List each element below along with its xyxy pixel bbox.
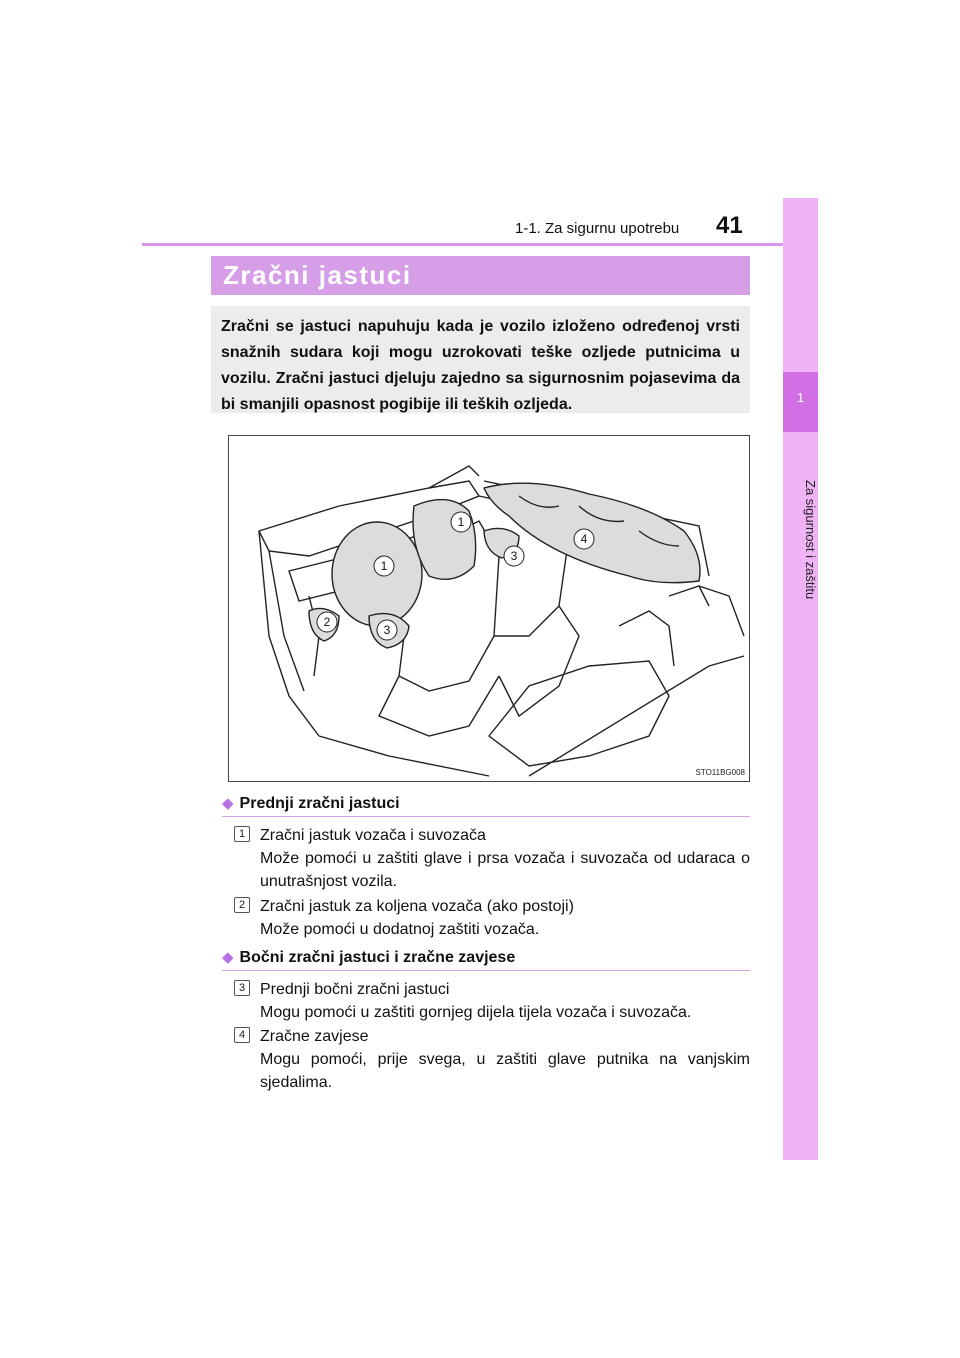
item-desc: Može pomoći u zaštiti glave i prsa vozača i suvozača od udaraca o unutrašnjost vozila. — [260, 850, 750, 890]
callout-4 — [574, 529, 594, 549]
intro-box: Zračni se jastuci napuhuju kada je vozilo izloženo određenoj vrsti snažnih sudara koji mogu uzrokovati teške ozljede putnicima u vozilu. Zračni jastuci djeluju zajedno sa sigurnosnim pojasevima da bi smanjili opasnost pogibije ili teških ozljeda. — [211, 306, 750, 413]
page-number: 41 — [716, 212, 743, 239]
airbag-illustration — [228, 435, 750, 782]
callout-1-upper — [451, 512, 471, 532]
callout-3-left — [377, 620, 397, 640]
callout-3-right — [504, 546, 524, 566]
svg-text:1: 1 — [380, 559, 388, 573]
section-heading-front-airbags: ◆ Prednji zračni jastuci — [222, 795, 400, 812]
callout-2 — [317, 612, 337, 632]
running-header-section: 1-1. Za sigurnu upotrebu — [515, 220, 680, 237]
svg-text:3: 3 — [510, 549, 518, 563]
item-desc: Mogu pomoći u zaštiti gornjeg dijela tijela vozača i suvozača. — [260, 1004, 692, 1021]
chapter-side-tab — [783, 198, 818, 1160]
list-item-2 — [234, 895, 750, 941]
car-interior-drawing — [229, 436, 749, 781]
item-title: Prednji bočni zračni jastuci — [260, 981, 450, 998]
callout-1-lower — [374, 556, 394, 576]
page-title: Zračni jastuci — [211, 256, 750, 295]
section-rule — [222, 970, 750, 971]
svg-text:3: 3 — [383, 623, 391, 637]
item-number-badge: 2 — [234, 897, 250, 913]
list-item-1 — [234, 824, 750, 893]
diamond-bullet-icon: ◆ — [222, 795, 234, 812]
section-heading-side-airbags: ◆ Bočni zračni jastuci i zračne zavjese — [222, 949, 516, 966]
item-desc: Može pomoći u dodatnoj zaštiti vozača. — [260, 921, 540, 938]
svg-text:4: 4 — [580, 532, 588, 546]
item-number-badge: 4 — [234, 1027, 250, 1043]
item-number-badge: 1 — [234, 826, 250, 842]
chapter-number: 1 — [796, 390, 805, 405]
svg-text:2: 2 — [323, 615, 331, 629]
section-rule — [222, 816, 750, 817]
item-title: Zračni jastuk vozača i suvozača — [260, 827, 486, 844]
list-item-4 — [234, 1025, 750, 1094]
svg-text:1: 1 — [457, 515, 465, 529]
list-item-3 — [234, 978, 750, 1024]
item-title: Zračne zavjese — [260, 1028, 369, 1045]
chapter-label: Za sigurnost i zaštitu — [803, 480, 818, 600]
diamond-bullet-icon: ◆ — [222, 949, 234, 966]
item-number-badge: 3 — [234, 980, 250, 996]
item-title: Zračni jastuk za koljena vozača (ako postoji) — [260, 898, 574, 915]
figure-code: STO11BG008 — [695, 768, 745, 777]
header-rule — [142, 243, 818, 246]
item-desc: Mogu pomoći, prije svega, u zaštiti glave putnika na vanjskim sjedalima. — [260, 1051, 750, 1091]
